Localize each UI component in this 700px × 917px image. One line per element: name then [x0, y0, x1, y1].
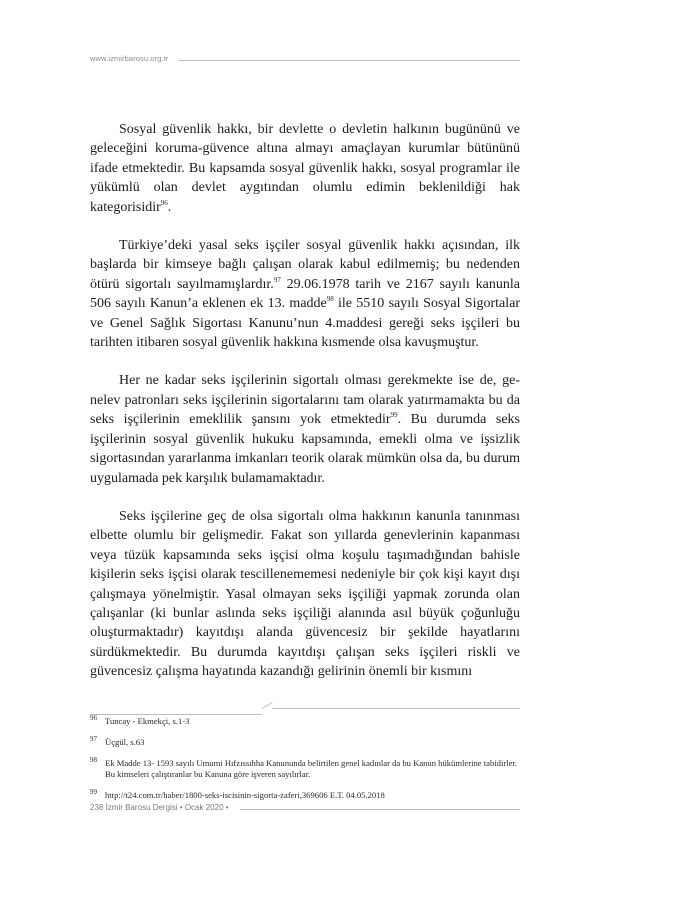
page-footer: [90, 803, 520, 815]
footnote-text: Üçgül, s.63: [105, 737, 145, 747]
footnote: [90, 716, 520, 727]
paragraph-text: ile 5510 sayılı Sosyal Sigortalar ve Genel Sağlık Sigortası Kanunu’nun 4.maddesi gereği seks işçileri bu tarihten itibaren sosyal güvenlik hakkına kısmende olsa kavuşmuştur.: [90, 296, 520, 351]
body-paragraph: [90, 371, 520, 487]
header-website-url: www.izmirbarosu.org.tr: [90, 54, 169, 63]
header-rule: [178, 60, 520, 61]
body-paragraph: [90, 507, 520, 682]
paragraph-text: . Bu durumda seks işçilerinin sosyal güvenlik hukuku kapsamında, emekli olma ve işsizlik sigortasından yararlanma imkanları teorik olarak mümkün olsa da, bu durum uygulamada pek karşılık bulamamaktadır.: [90, 412, 520, 486]
body-paragraph: [90, 120, 520, 217]
page-header: [90, 54, 520, 66]
footer-rule: [240, 809, 520, 810]
footnote-number: 99: [90, 788, 97, 796]
footnote-text: Ek Madde 13- 1593 sayılı Umumi Hıfzıssıhha Kanununda belirtilen genel kadınlar da bu Kanun hükümlerine tabidirler. Bu kimseleri çalıştıranlar bu Kanuna göre işveren sayılırlar.: [105, 758, 517, 779]
paragraph-text: Türkiye’deki yasal seks işçiler sosyal güvenlik hakkı açısından, ilk başlarda bir kimseye bağlı çalışan olarak kabul edilmemiş; bu nedenden ötürü sigortalı sayılmamışlardır.: [90, 238, 520, 292]
body-paragraph: [90, 236, 520, 352]
footnotes: [90, 716, 520, 801]
footnote-number: 96: [90, 714, 97, 722]
footer-page-info: 238 İzmir Barosu Dergisi • Ocak 2020 •: [90, 803, 232, 812]
paragraph-text: 29.06.1978 tarih ve 2167 sayılı kanunla 506 sayılı Kanun’a eklenen ek 13. madde: [90, 276, 520, 312]
footnote-reference: 96: [160, 198, 168, 207]
paragraph-text: .: [167, 199, 172, 215]
footnote-number: 98: [90, 756, 97, 764]
paragraph-text: Her ne kadar seks işçilerinin sigortalı olması gerekmekte ise de, genelev patronları seks işçilerinin sigortalarını tam olarak yatırmamakta bu da seks işçilerinin emeklilik şansını yok etmektedir: [90, 373, 520, 428]
paragraph-text: Sosyal güvenlik hakkı, bir devlette o devletin halkının bugününü ve geleceğini koruma-güvence altına almayı amaçlayan kurumlar bütününü ifade etmektedir. Bu kapsamda sosyal güvenlik hakkı, sosyal programlar ile yükümlü olan devlet aygıtından olumlu edimin beklenildiği hak kategorisidir: [90, 122, 520, 215]
footnote-reference: 98: [326, 295, 334, 304]
footnote-separator: [90, 703, 520, 715]
footnote: [90, 790, 520, 801]
footnote-number: 97: [90, 735, 97, 743]
paragraph-text: Seks işçilerine geç de olsa sigortalı olma hakkının kanunla tanınması elbette olumlu bir gelişmedir. Fakat son yıllarda genevlerinin kapanması veya tüzük kapsamında seks işçisi olma koşulu taşımadığından bahisle kişilerin seks işçisi olarak tescillenememesi nedeniyle bir çok kişi kayıt dışı çalışmaya yönelmiştir. Yasal olmayan seks işçiliği yapmak zorunda olan çalışanlar (ki bunlar aslında seks işçiliği alanında asıl büyük çoğunluğu oluşturmaktadır) kayıtdışı alanda güvencesiz bir şekilde hayatlarını sürdükmektedir. Bu durumda kayıtdışı çalışan seks işçileri riskli ve güvencesiz çalışma hayatında kazandığı gelirinin önemli bir kısmını: [90, 508, 520, 680]
footnote-reference: 99: [390, 411, 398, 420]
footnote-text: http://t24.com.tr/haber/1800-seks-iscisinin-sigorta-zaferi,369606 E.T. 04.05.2018: [105, 790, 385, 800]
footnote: [90, 758, 520, 780]
footnote-text: Tuncay - Ekmekçi, s.1-3: [105, 716, 190, 726]
footnote: [90, 737, 520, 748]
footnote-reference: 97: [273, 275, 281, 284]
body-text: [90, 120, 520, 682]
